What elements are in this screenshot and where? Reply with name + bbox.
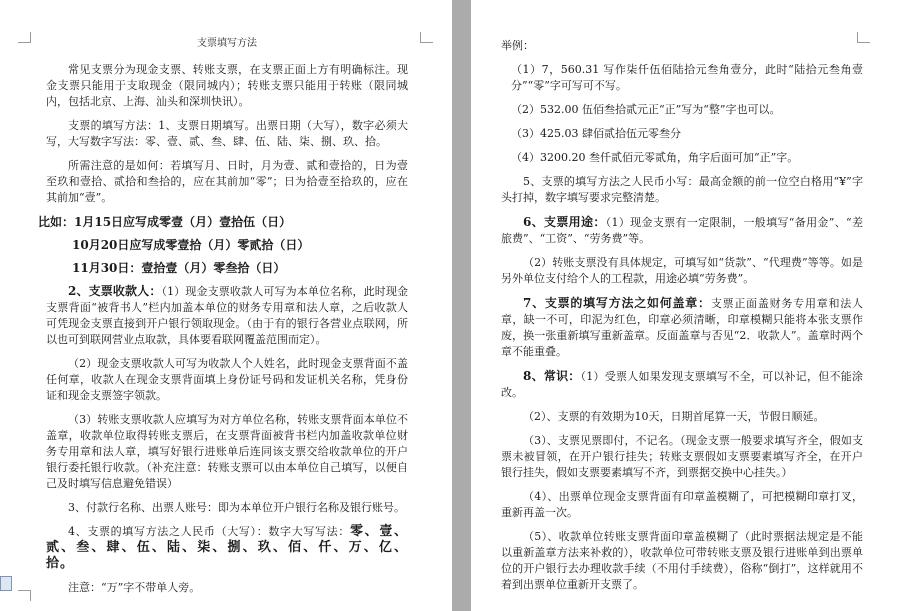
- example-value: 零壹拾（月）零贰拾（日）: [165, 238, 310, 252]
- paragraph: [46, 283, 408, 348]
- page-title: 支票填写方法: [197, 38, 257, 49]
- paragraph: （5）、收款单位转账支票背面印章盖模糊了（此时票据法规定是不能以重新盖章方法来补救的），收款单位可带转账支票及银行进账单到出票单位的开户银行去办理收款手续（不用付手续费），俗称“倒打”，这样就用不着到出票单位重新开支票了。: [501, 530, 863, 591]
- paragraph: [501, 214, 863, 247]
- example-line: [72, 237, 408, 254]
- crop-mark: [18, 590, 31, 601]
- paragraph: 5、支票的填写方法之人民币小写：最高金额的前一位空白格用“¥”字头打掉，数字填写要求完整清楚。: [501, 175, 863, 204]
- section-text: 支票正面盖财务专用章和法人章，缺一不可，印泥为红色，印章必须清晰，印章模糊只能将本张支票作废，换一张重新填写重新盖章。反面盖章与否见“2．收款人”。盖章时两个章不能重叠。: [501, 297, 864, 358]
- list-item: （4）3200.20 叁仟贰佰元零贰角，角字后面可加“正”字。: [511, 151, 799, 164]
- example-line: [72, 260, 408, 277]
- document-icon: [0, 576, 12, 591]
- paragraph: （2）转账支票没有具体规定，可填写如“货款”、“代理费”等等。如是另外单位支付给个人的工程款，用途必填“劳务费”。: [501, 256, 863, 285]
- paragraph: （2）现金支票收款人可写为收款人个人姓名，此时现金支票背面不盖任何章，收款人在现金支票背面填上身份证号码和发证机关名称，凭身份证和现金支票签字领款。: [46, 357, 408, 402]
- crop-mark: [420, 32, 433, 43]
- list-item: （1）7，560.31 写作柒仟伍佰陆拾元叁角壹分，此时“陆拾元叁角壹分”“零”字可写可不写。: [511, 63, 863, 92]
- example-prefix: 11月30日：: [72, 261, 142, 275]
- paragraph: （3）转账支票收款人应填写为对方单位名称，转账支票背面本单位不盖章，收款单位取得转账支票后，在支票背面被背书栏内加盖收款单位财务专用章和法人章，填写好银行进账单后连同该支票交给收款单位的开户银行委托银行收款。（补充注意：转账支票可以由本单位自己填写，以便自己及时填写信息避免错误）: [46, 413, 408, 490]
- paragraph: （4）、出票单位现金支票背面有印章盖模糊了，可把模糊印章打叉，重新再盖一次。: [501, 490, 863, 519]
- paragraph: [501, 368, 863, 401]
- paragraph: （3）、支票见票即付，不记名。（现金支票一般要求填写齐全，假如支票未被冒领，在开户银行挂失；转账支票假如支票要素填写齐全，在开户银行挂失，假如支票要素填写不齐，到票据交换中心挂失。）: [501, 434, 863, 479]
- section-text: （1）现金支票有一定限制，一般填写“备用金”、“差旅费”、“工资”、“劳务费”等。: [501, 216, 863, 245]
- list-item: （2）532.00 伍佰叁拾贰元正“正”写为“整”字也可以。: [511, 103, 781, 116]
- section-lead: 7、支票的填写方法之如何盖章：: [523, 296, 711, 310]
- page-text[interactable]: [38, 36, 409, 604]
- paragraph: 常见支票分为现金支票、转账支票，在支票正面上方有明确标注。现金支票只能用于支取现金（限同城内）；转账支票只能用于转账（限同城内，包括北京、上海、汕头和深圳快讯）。: [46, 63, 408, 108]
- page-gap: [452, 0, 471, 611]
- example-value: 壹拾壹（月）零叁拾（日）: [141, 261, 286, 275]
- section-text: （1）受票人如果发现支票填写不全，可以补记，但不能涂改。: [501, 370, 863, 399]
- paragraph: [46, 524, 408, 572]
- section-lead: 2、支票收款人：: [68, 284, 162, 298]
- paragraph: （2）、支票的有效期为10天，日期首尾算一天，节假日顺延。: [523, 410, 825, 423]
- example-line: [38, 214, 408, 231]
- document-page-right: [471, 0, 900, 611]
- section-text: （1）现金支票收款人可写为本单位名称，此时现金支票背面“被背书人”栏内加盖本单位的财务专用章和法人章，之后收款人可凭现金支票直接到开户银行领取现金。（由于有的银行各营业点联网，所以也可到联网营业点取款，具体要看联网覆盖范围而定）。: [46, 285, 409, 346]
- crop-mark: [18, 32, 31, 43]
- section-heading: 举例：: [501, 39, 534, 52]
- example-prefix: 10月20日应写成: [72, 238, 166, 252]
- example-value: 零壹（月）壹拾伍（日）: [159, 215, 292, 229]
- paragraph: 注意：“万”字不带单人旁。: [68, 581, 201, 594]
- paragraph: [501, 295, 863, 360]
- section-lead: 4、支票的填写方法之人民币（大写）：数字大写写法：: [68, 525, 351, 538]
- example-prefix: 比如：1月15日应写成: [38, 215, 160, 229]
- uppercase-numerals: 零、壹、贰、叁、肆、伍、陆、柒、捌、玖、佰、仟、万、亿、拾。: [46, 524, 408, 571]
- section-lead: 8、常识：: [523, 369, 581, 383]
- paragraph: 所需注意的是如何：若填写月、日时，月为壹、贰和壹拾的，日为壹至玖和壹拾、贰拾和叁拾的，应在其前加“零”；日为拾壹至拾玖的，应在其前加“壹”。: [46, 159, 408, 204]
- paragraph: 3、付款行名称、出票人账号：即为本单位开户银行名称及银行账号。: [68, 501, 405, 514]
- paragraph: 支票的填写方法：1、支票日期填写。出票日期（大写），数字必须大写，大写数字写法：零、壹、贰、叁、肆、伍、陆、柒、捌、玖、拾。: [46, 119, 408, 148]
- section-lead: 6、支票用途：: [523, 215, 606, 229]
- list-item: （3）425.03 肆佰贰拾伍元零叁分: [511, 127, 681, 140]
- page-text[interactable]: [501, 38, 863, 601]
